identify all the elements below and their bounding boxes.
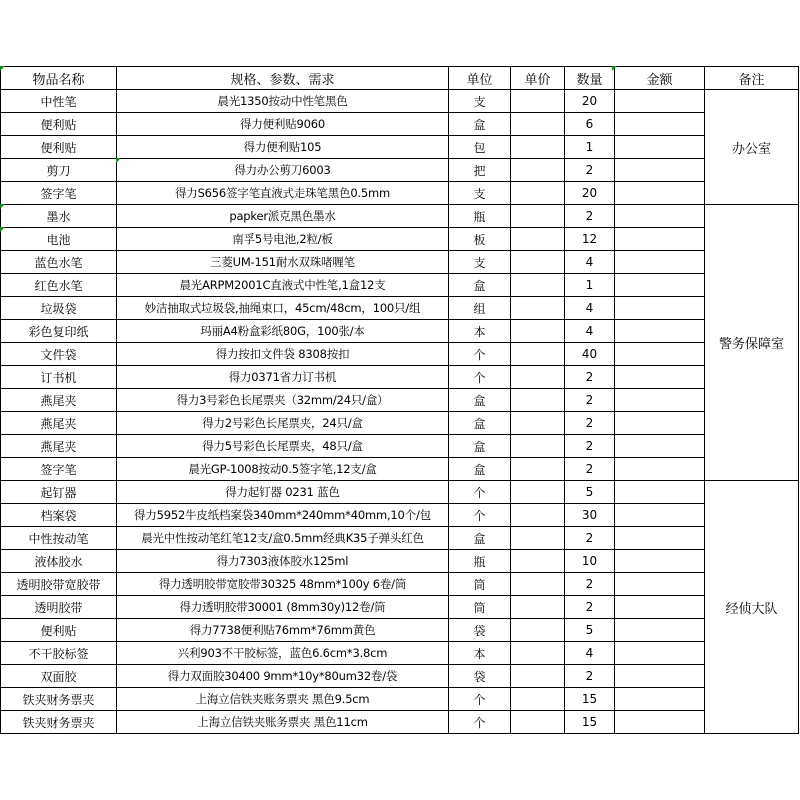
table-row [1, 90, 799, 113]
cell-name[interactable]: 液体胶水 [1, 550, 117, 573]
cell-name[interactable]: 燕尾夹 [1, 412, 117, 435]
cell-qty[interactable]: 2 [565, 665, 615, 688]
table-row [1, 113, 799, 136]
cell-amount[interactable] [615, 688, 705, 711]
cell-amount[interactable] [615, 90, 705, 113]
cell-name[interactable]: 档案袋 [1, 504, 117, 527]
cell-unit[interactable]: 个 [449, 481, 511, 504]
cell-qty[interactable]: 4 [565, 251, 615, 274]
table-row [1, 642, 799, 665]
cell-amount[interactable] [615, 159, 705, 182]
cell-amount[interactable] [615, 251, 705, 274]
cell-amount[interactable] [615, 711, 705, 734]
cell-qty[interactable]: 4 [565, 320, 615, 343]
cell-name[interactable]: 彩色复印纸 [1, 320, 117, 343]
cell-name[interactable]: 签字笔 [1, 458, 117, 481]
cell-unit[interactable]: 瓶 [449, 550, 511, 573]
cell-name[interactable]: 起钉器 [1, 481, 117, 504]
table-row [1, 619, 799, 642]
table-row [1, 182, 799, 205]
cell-amount[interactable] [615, 274, 705, 297]
cell-name[interactable]: 中性按动笔 [1, 527, 117, 550]
cell-unit[interactable]: 本 [449, 320, 511, 343]
table-row [1, 136, 799, 159]
cell-qty[interactable]: 2 [565, 412, 615, 435]
cell-unit[interactable]: 筒 [449, 596, 511, 619]
cell-price[interactable] [511, 343, 565, 366]
cell-price[interactable] [511, 458, 565, 481]
table-row [1, 550, 799, 573]
cell-amount[interactable] [615, 205, 705, 228]
table-row [1, 205, 799, 228]
cell-amount[interactable] [615, 550, 705, 573]
cell-price[interactable] [511, 688, 565, 711]
cell-qty[interactable]: 4 [565, 642, 615, 665]
cell-name[interactable]: 便利贴 [1, 136, 117, 159]
cell-unit[interactable]: 瓶 [449, 205, 511, 228]
cell-price[interactable] [511, 159, 565, 182]
header-spec[interactable]: 规格、参数、需求 [117, 67, 449, 90]
cell-qty[interactable]: 1 [565, 274, 615, 297]
cell-qty[interactable]: 2 [565, 458, 615, 481]
cell-amount[interactable] [615, 228, 705, 251]
cell-qty[interactable]: 2 [565, 389, 615, 412]
cell-name[interactable]: 墨水 [1, 205, 117, 228]
cell-amount[interactable] [615, 182, 705, 205]
cell-spec[interactable]: 上海立信铁夹账务票夹 黑色11cm [117, 711, 449, 734]
cell-name[interactable]: 便利贴 [1, 113, 117, 136]
cell-qty[interactable]: 2 [565, 159, 615, 182]
cell-spec[interactable]: 得力0371省力订书机 [117, 366, 449, 389]
cell-price[interactable] [511, 182, 565, 205]
table-row [1, 435, 799, 458]
cell-spec[interactable]: 得力透明胶带30001 (8mm30y)12卷/筒 [117, 596, 449, 619]
cell-price[interactable] [511, 711, 565, 734]
cell-unit[interactable]: 个 [449, 504, 511, 527]
cell-amount[interactable] [615, 481, 705, 504]
cell-marker-icon [0, 204, 5, 209]
cell-spec[interactable]: 得力7738便利贴76mm*76mm黄色 [117, 619, 449, 642]
cell-price[interactable] [511, 320, 565, 343]
cell-qty[interactable]: 40 [565, 343, 615, 366]
cell-remark-group[interactable]: 经侦大队 [705, 481, 799, 734]
cell-spec[interactable]: 得力5号彩色长尾票夹，48只/盒 [117, 435, 449, 458]
cell-price[interactable] [511, 596, 565, 619]
cell-unit[interactable]: 筒 [449, 573, 511, 596]
cell-name[interactable]: 垃圾袋 [1, 297, 117, 320]
table-row [1, 389, 799, 412]
cell-unit[interactable]: 盒 [449, 527, 511, 550]
cell-spec[interactable]: 玛丽A4粉盒彩纸80G，100张/本 [117, 320, 449, 343]
table-row [1, 573, 799, 596]
cell-name[interactable]: 透明胶带宽胶带 [1, 573, 117, 596]
cell-amount[interactable] [615, 320, 705, 343]
cell-amount[interactable] [615, 458, 705, 481]
table-row [1, 481, 799, 504]
cell-name[interactable]: 剪刀 [1, 159, 117, 182]
cell-marker-icon [612, 66, 617, 71]
cell-amount[interactable] [615, 136, 705, 159]
cell-spec[interactable]: 得力5952牛皮纸档案袋340mm*240mm*40mm,10个/包 [117, 504, 449, 527]
cell-spec[interactable]: 得力7303液体胶水125ml [117, 550, 449, 573]
cell-name[interactable]: 便利贴 [1, 619, 117, 642]
cell-qty[interactable]: 4 [565, 297, 615, 320]
cell-unit[interactable]: 袋 [449, 619, 511, 642]
cell-unit[interactable]: 支 [449, 90, 511, 113]
cell-marker-icon [0, 227, 5, 232]
cell-name[interactable]: 铁夹财务票夹 [1, 688, 117, 711]
cell-name[interactable]: 燕尾夹 [1, 435, 117, 458]
cell-amount[interactable] [615, 389, 705, 412]
table-row [1, 665, 799, 688]
cell-amount[interactable] [615, 619, 705, 642]
header-row [1, 67, 799, 90]
cell-spec[interactable]: 得力双面胶30400 9mm*10y*80um32卷/袋 [117, 665, 449, 688]
cell-remark-group[interactable]: 办公室 [705, 90, 799, 205]
cell-qty[interactable]: 12 [565, 228, 615, 251]
cell-amount[interactable] [615, 642, 705, 665]
cell-name[interactable]: 铁夹财务票夹 [1, 711, 117, 734]
cell-unit[interactable]: 个 [449, 343, 511, 366]
cell-spec[interactable]: 晨光ARPM2001C直液式中性笔,1盒12支 [117, 274, 449, 297]
cell-qty[interactable]: 6 [565, 113, 615, 136]
cell-spec[interactable]: 妙洁抽取式垃圾袋,抽绳束口，45cm/48cm，100只/组 [117, 297, 449, 320]
cell-price[interactable] [511, 642, 565, 665]
cell-unit[interactable]: 盒 [449, 435, 511, 458]
table-row [1, 412, 799, 435]
cell-unit[interactable]: 盒 [449, 389, 511, 412]
cell-qty[interactable]: 15 [565, 688, 615, 711]
cell-price[interactable] [511, 366, 565, 389]
cell-qty[interactable]: 2 [565, 527, 615, 550]
cell-unit[interactable]: 袋 [449, 665, 511, 688]
cell-name[interactable]: 电池 [1, 228, 117, 251]
cell-qty[interactable]: 15 [565, 711, 615, 734]
table-body [1, 90, 799, 734]
header-name[interactable]: 物品名称 [1, 67, 117, 90]
cell-unit[interactable]: 盒 [449, 113, 511, 136]
cell-amount[interactable] [615, 504, 705, 527]
cell-price[interactable] [511, 527, 565, 550]
table-row [1, 596, 799, 619]
cell-qty[interactable]: 20 [565, 90, 615, 113]
table-row [1, 504, 799, 527]
table-row [1, 688, 799, 711]
cell-spec[interactable]: 得力办公剪刀6003 [117, 159, 449, 182]
cell-qty[interactable]: 30 [565, 504, 615, 527]
cell-qty[interactable]: 20 [565, 182, 615, 205]
cell-unit[interactable]: 个 [449, 711, 511, 734]
cell-name[interactable]: 红色水笔 [1, 274, 117, 297]
cell-qty[interactable]: 2 [565, 596, 615, 619]
cell-unit[interactable]: 盒 [449, 458, 511, 481]
header-price[interactable]: 单价 [511, 67, 565, 90]
cell-spec[interactable]: 晨光1350按动中性笔黑色 [117, 90, 449, 113]
cell-unit[interactable]: 盒 [449, 412, 511, 435]
cell-qty[interactable]: 2 [565, 435, 615, 458]
cell-unit[interactable]: 支 [449, 251, 511, 274]
cell-name[interactable]: 中性笔 [1, 90, 117, 113]
cell-marker-icon [116, 158, 121, 163]
spreadsheet [0, 66, 799, 734]
cell-price[interactable] [511, 435, 565, 458]
cell-name[interactable]: 不干胶标签 [1, 642, 117, 665]
cell-price[interactable] [511, 90, 565, 113]
cell-price[interactable] [511, 274, 565, 297]
table-row [1, 297, 799, 320]
cell-spec[interactable]: 得力2号彩色长尾票夹，24只/盒 [117, 412, 449, 435]
cell-amount[interactable] [615, 297, 705, 320]
cell-price[interactable] [511, 412, 565, 435]
cell-price[interactable] [511, 481, 565, 504]
cell-marker-icon [0, 66, 5, 71]
table-row [1, 527, 799, 550]
cell-price[interactable] [511, 665, 565, 688]
cell-amount[interactable] [615, 435, 705, 458]
cell-price[interactable] [511, 228, 565, 251]
cell-spec[interactable]: 得力透明胶带宽胶带30325 48mm*100y 6卷/筒 [117, 573, 449, 596]
cell-name[interactable]: 蓝色水笔 [1, 251, 117, 274]
cell-spec[interactable]: 得力起钉器 0231 蓝色 [117, 481, 449, 504]
table-row [1, 366, 799, 389]
cell-name[interactable]: 签字笔 [1, 182, 117, 205]
cell-spec[interactable]: 上海立信铁夹账务票夹 黑色9.5cm [117, 688, 449, 711]
cell-unit[interactable]: 本 [449, 642, 511, 665]
cell-spec[interactable]: 得力按扣文件袋 8308按扣 [117, 343, 449, 366]
cell-spec[interactable]: papker派克黑色墨水 [117, 205, 449, 228]
cell-unit[interactable]: 板 [449, 228, 511, 251]
header-amount[interactable]: 金额 [615, 67, 705, 90]
cell-price[interactable] [511, 297, 565, 320]
cell-amount[interactable] [615, 412, 705, 435]
cell-amount[interactable] [615, 366, 705, 389]
table-row [1, 251, 799, 274]
cell-unit[interactable]: 组 [449, 297, 511, 320]
cell-price[interactable] [511, 550, 565, 573]
cell-qty[interactable]: 2 [565, 366, 615, 389]
cell-qty[interactable]: 2 [565, 205, 615, 228]
cell-name[interactable]: 燕尾夹 [1, 389, 117, 412]
cell-amount[interactable] [615, 343, 705, 366]
cell-name[interactable]: 文件袋 [1, 343, 117, 366]
cell-qty[interactable]: 2 [565, 573, 615, 596]
table-row [1, 274, 799, 297]
cell-qty[interactable]: 1 [565, 136, 615, 159]
cell-spec[interactable]: 晨光GP-1008按动0.5签字笔,12支/盒 [117, 458, 449, 481]
cell-unit[interactable]: 个 [449, 366, 511, 389]
table-row [1, 228, 799, 251]
cell-qty[interactable]: 5 [565, 619, 615, 642]
cell-unit[interactable]: 支 [449, 182, 511, 205]
cell-spec[interactable]: 晨光中性按动笔红笔12支/盒0.5mm经典K35子弹头红色 [117, 527, 449, 550]
cell-spec[interactable]: 得力S656签字笔直液式走珠笔黑色0.5mm [117, 182, 449, 205]
cell-price[interactable] [511, 389, 565, 412]
cell-name[interactable]: 订书机 [1, 366, 117, 389]
cell-amount[interactable] [615, 573, 705, 596]
cell-name[interactable]: 双面胶 [1, 665, 117, 688]
cell-price[interactable] [511, 504, 565, 527]
cell-price[interactable] [511, 136, 565, 159]
cell-unit[interactable]: 包 [449, 136, 511, 159]
header-unit[interactable]: 单位 [449, 67, 511, 90]
cell-spec[interactable]: 得力3号彩色长尾票夹（32mm/24只/盒） [117, 389, 449, 412]
cell-spec[interactable]: 得力便利贴9060 [117, 113, 449, 136]
cell-qty[interactable]: 5 [565, 481, 615, 504]
cell-price[interactable] [511, 205, 565, 228]
cell-amount[interactable] [615, 527, 705, 550]
header-remark[interactable]: 备注 [705, 67, 799, 90]
cell-spec[interactable]: 三菱UM-151耐水双珠啫喱笔 [117, 251, 449, 274]
cell-amount[interactable] [615, 113, 705, 136]
cell-spec[interactable]: 得力便利贴105 [117, 136, 449, 159]
supplies-table [0, 66, 799, 734]
cell-unit[interactable]: 盒 [449, 274, 511, 297]
table-row [1, 711, 799, 734]
cell-price[interactable] [511, 573, 565, 596]
cell-qty[interactable]: 10 [565, 550, 615, 573]
cell-unit[interactable]: 个 [449, 688, 511, 711]
cell-spec[interactable]: 兴利903不干胶标签，蓝色6.6cm*3.8cm [117, 642, 449, 665]
cell-price[interactable] [511, 113, 565, 136]
cell-price[interactable] [511, 619, 565, 642]
cell-price[interactable] [511, 251, 565, 274]
cell-amount[interactable] [615, 665, 705, 688]
table-row [1, 343, 799, 366]
cell-remark-group[interactable]: 警务保障室 [705, 205, 799, 481]
cell-unit[interactable]: 把 [449, 159, 511, 182]
cell-spec[interactable]: 南孚5号电池,2粒/板 [117, 228, 449, 251]
table-row [1, 320, 799, 343]
cell-name[interactable]: 透明胶带 [1, 596, 117, 619]
table-row [1, 458, 799, 481]
cell-amount[interactable] [615, 596, 705, 619]
header-qty[interactable]: 数量 [565, 67, 615, 90]
